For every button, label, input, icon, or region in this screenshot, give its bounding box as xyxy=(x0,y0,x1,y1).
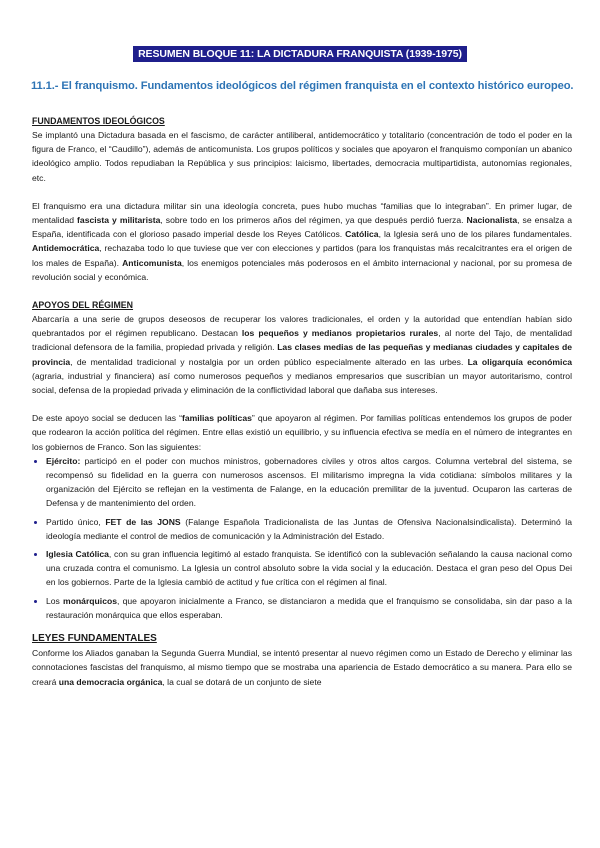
text-run: Abarcaría a una serie de grupos deseosos de recuperar los valores tradicionales, el orden y la autoridad que entendían habían sido quebrantados por el régimen republicano. Destacan xyxy=(32,314,572,339)
text-run: participó en el poder con muchos ministros, gobernadores civiles y otros altos cargos. Columna vertebral del sistema, se recompensó su fidelidad en la guerra con numerosos ascensos. El militarismo impregna la vida cotidiana: símbolos militares y la organización del Ejército se reflejan en la vestimenta de Falange, en la educación premilitar de la juventud. Ocuparon las carteras de Defensa y de mantenimiento del orden. xyxy=(46,455,572,509)
text-run: , se ensalza a España, identificada con el glorioso pasado imperial desde los Reyes Católicos. xyxy=(32,215,572,240)
text-run: , de mentalidad tradicional y nostalgia por un orden público especialmente alterado en las urbes. xyxy=(70,356,468,367)
bold-run: Antidemocrática xyxy=(32,243,100,254)
text-run: , rechazaba todo lo que tuviese que ver con elecciones y partidos (para los franquistas más recalcitrantes era el origen de los males de España). xyxy=(32,243,572,268)
list-item-iglesia xyxy=(46,547,572,590)
text-run: (agraria, industrial y financiera) así como numerosos pequeños y medianos empresarios que suscribían un mayor autoritarismo, control social, defensa de la propiedad privada y eliminación de la conflictividad laboral que dañaba sus intereses. xyxy=(32,370,572,396)
section-subtitle: 11.1.- El franquismo. Fundamentos ideológicos del régimen franquista en el contexto histórico europeo. xyxy=(31,80,574,92)
document-body xyxy=(32,114,572,689)
text-run: , la cual se dotará de un conjunto de siete xyxy=(162,676,322,687)
text-run: Conforme los Aliados ganaban la Segunda Guerra Mundial, se intentó presentar al nuevo régimen como un Estado de Derecho y eliminar las connotaciones fascistas del franquismo, al mismo tiempo que se mostraba una apariencia de Estado democrático a su manera. Para ello se creará xyxy=(32,648,572,687)
heading-apoyos: APOYOS DEL RÉGIMEN xyxy=(32,300,134,311)
paragraph-fundamentos-2 xyxy=(32,199,572,284)
spacer xyxy=(32,397,572,411)
text-run: De este apoyo social se deducen las “ xyxy=(32,413,182,424)
bold-run: Las clases medias de las pequeñas y medianas ciudades y capitales de provincia xyxy=(32,342,572,367)
bold-run: fascista y militarista xyxy=(77,215,161,226)
text-run: , los enemigos potenciales más poderosos en el ámbito internacional y nacional, por su promesa de revolución social y económica. xyxy=(32,257,572,282)
document-title: RESUMEN BLOQUE 11: LA DICTADURA FRANQUISTA (1939-1975) xyxy=(133,46,467,62)
paragraph-apoyos-1 xyxy=(32,312,572,397)
text-run: Los xyxy=(46,595,64,606)
list-item-ejercito xyxy=(46,454,572,511)
text-run: , con su gran influencia legitimó al estado franquista. Se identificó con la sublevación señalando la causa nacional como una cruzada contra el comunismo. La Iglesia un control absoluto sobre la vida social y la educación. Destaca el gran peso del Opus Dei en los gobiernos. Parte de la Iglesia cambió de actitud y fue crítica con el régimen al final. xyxy=(46,549,572,588)
bold-run: Iglesia Católica xyxy=(46,549,109,560)
list-item-monarquicos xyxy=(46,594,572,622)
text-run: , la Iglesia será uno de los pilares fundamentales. xyxy=(378,229,572,240)
paragraph-fundamentos-1: Se implantó una Dictadura basada en el fascismo, de carácter antiliberal, antidemocrático y totalitario (concentración de todo el poder en la figura de Franco, el “Caudillo”), además de anticomunista. Los grupos políticos y sociales que apoyaron el franquismo componían un abanico ideológico amplio. Todos repudiaban la República y sus principios: laicismo, libertades, democracia multipartidista, autonomías regionales, etc. xyxy=(32,130,572,183)
text-run: El franquismo era una dictadura militar sin una ideología concreta, pues hubo muchas “familias que lo integraban”. En primer lugar, de mentalidad xyxy=(32,200,572,226)
bold-run: Católica xyxy=(345,229,379,240)
paragraph-leyes-1 xyxy=(32,646,572,689)
bold-run: Anticomunista xyxy=(122,257,182,268)
text-run: , sobre todo en los primeros años del régimen, ya que después perdió fuerza. xyxy=(160,215,467,226)
paragraph-apoyos-2 xyxy=(32,411,572,454)
heading-leyes: LEYES FUNDAMENTALES xyxy=(32,633,157,645)
bold-run: familias políticas xyxy=(181,413,252,424)
bold-run: una democracia orgánica xyxy=(58,676,163,687)
text-run: Partido único, xyxy=(46,516,106,527)
bold-run: La oligarquía económica xyxy=(467,356,573,367)
text-run: , que apoyaron inicialmente a Franco, se distanciaron a medida que el franquismo se consolidaba, sin dar paso a la restauración monárquica que ellos esperaban. xyxy=(46,595,572,620)
bold-run: los pequeños y medianos propietarios rurales xyxy=(241,328,439,339)
spacer xyxy=(32,185,572,199)
bold-run: Nacionalista xyxy=(466,215,518,226)
text-run: ” que apoyaron al régimen. Por familias políticas entendemos los grupos de poder que rodearon la acción política del régimen. Entre ellas existió un equilibrio, y su influencia efectiva se medía en el número de integrantes en los gobiernos de Franco. Son las siguientes: xyxy=(32,413,572,452)
bold-run: Ejército: xyxy=(46,455,81,466)
spacer xyxy=(32,284,572,298)
heading-fundamentos: FUNDAMENTOS IDEOLÓGICOS xyxy=(32,116,165,126)
bold-run: FET de las JONS xyxy=(105,516,181,527)
title-wrapper xyxy=(0,44,600,62)
list-item-falange xyxy=(46,515,572,543)
text-run: (Falange Española Tradicionalista de las Juntas de Ofensiva Nacionalsindicalista). Determinó la ideología mediante el control de medios de comunicación y la Administración del Estado. xyxy=(46,516,572,541)
bold-run: monárquicos xyxy=(63,595,118,606)
text-run: , al norte del Tajo, de mentalidad tradicional defensora de la familia, propiedad privada y religión. xyxy=(32,328,572,353)
familias-list xyxy=(32,454,572,622)
